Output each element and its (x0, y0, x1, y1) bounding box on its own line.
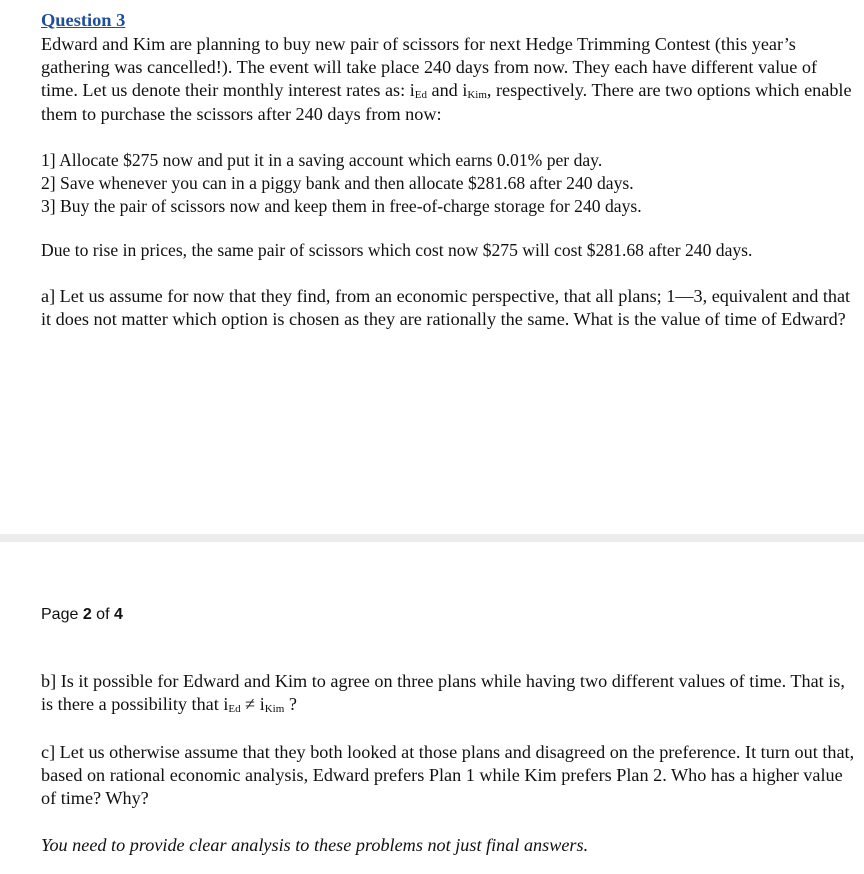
part-a-question: a] Let us assume for now that they find, from an economic perspective, that all plans; 1—3, equivalent and that it does not matter which option is chosen as they are rationally the same. What is the value of time of Edward? (41, 286, 851, 330)
intro-text-end: , respectively. There are two options which enable them to purchase the scissors after 240 days from now: (41, 80, 852, 124)
list-item: 1] Allocate $275 now and put it in a saving account which earns 0.01% per day. (41, 150, 603, 170)
interest-var-edward: $i_{Ed}$ (223, 694, 241, 716)
part-c-question: c] Let us otherwise assume that they both looked at those plans and disagreed on the preference. It turn out that, based on rational economic analysis, Edward prefers Plan 1 while Kim prefers Plan 2. Who has a higher value of time? Why? (41, 742, 855, 809)
list-item: 3] Buy the pair of scissors now and keep them in free-of-charge storage for 240 days. (41, 196, 642, 217)
price-note: Due to rise in prices, the same pair of scissors which cost now $275 will cost $281.68 after 240 days. (41, 240, 753, 260)
part-b-question: b] Is it possible for Edward and Kim to agree on three plans while having two different values of time. That is, is there a possibility that $i_{Ed} \ne i_{Kim}$ ? (41, 671, 845, 716)
page-break (0, 534, 864, 542)
interest-var-kim: $i_{Kim}$ (259, 694, 285, 716)
total-pages: 4 (113, 606, 123, 623)
closing-instruction: You need to provide clear analysis to these problems not just final answers. (41, 835, 589, 855)
question-title: Question 3 (41, 10, 126, 30)
list-item: 2] Save whenever you can in a piggy bank and then allocate $281.68 after 240 days. (41, 173, 634, 194)
interest-var-kim: $i_{Kim}$ (462, 80, 487, 102)
question-intro: Edward and Kim are planning to buy new pair of scissors for next Hedge Trimming Contest (this year’s gathering was cancelled!). The event will take place 240 days from now. They each have different value of time. Let us denote their monthly interest rates as: $i_{Ed}$ and $i_{Kim}$, respectively. There are two options which enable them to purchase the scissors after 240 days from now: (41, 34, 852, 124)
page-number: Page 2 of 4 (41, 606, 123, 623)
interest-var-edward: $i_{Ed}$ (409, 80, 427, 102)
current-page: 2 (82, 606, 92, 623)
plan-options-list (41, 149, 841, 219)
not-equal-symbol: ≠ (245, 694, 256, 715)
intro-text-start: Edward and Kim are planning to buy new pair of scissors for next Hedge Trimming Contest (this year’s gathering was cancelled!). The event will take place 240 days from now. They each have different value of time. Let us denote their monthly interest rates as: (41, 34, 818, 101)
